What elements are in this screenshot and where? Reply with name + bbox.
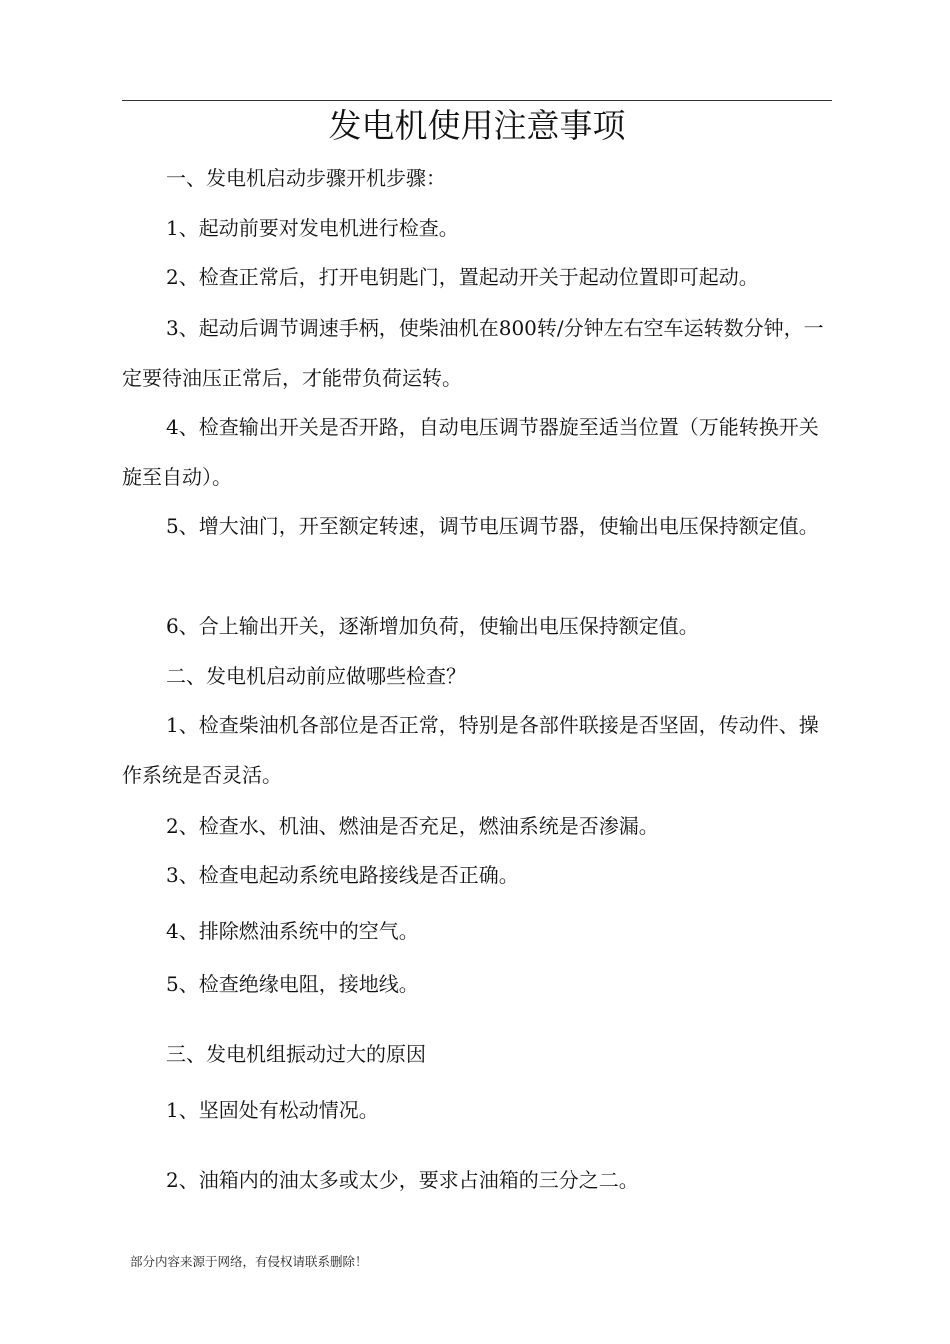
header-rule xyxy=(122,100,832,101)
paragraph-2-4: 4、排除燃油系统中的空气。 xyxy=(166,919,419,943)
page-title: 发电机使用注意事项 xyxy=(328,106,626,145)
section-heading-1: 一、发电机启动步骤开机步骤： xyxy=(166,166,446,190)
paragraph-3-2: 2、油箱内的油太多或太少，要求占油箱的三分之二。 xyxy=(166,1168,639,1192)
paragraph-2-1: 1、检查柴油机各部位是否正常，特别是各部件联接是否坚固，传动件、操作系统是否灵活。 xyxy=(122,713,819,787)
paragraph-2-3: 3、检查电起动系统电路接线是否正确。 xyxy=(166,863,519,887)
paragraph-2-5: 5、检查绝缘电阻，接地线。 xyxy=(166,972,419,996)
paragraph-1-1: 1、起动前要对发电机进行检查。 xyxy=(166,216,459,240)
paragraph-3-1: 1、坚固处有松动情况。 xyxy=(166,1098,379,1122)
paragraph-1-5: 5、增大油门，开至额定转速，调节电压调节器，使输出电压保持额定值。 xyxy=(166,514,819,538)
paragraph-1-6: 6、合上输出开关，逐渐增加负荷，使输出电压保持额定值。 xyxy=(166,614,699,638)
section-heading-3: 三、发电机组振动过大的原因 xyxy=(166,1042,426,1066)
paragraph-1-4: 4、检查输出开关是否开路，自动电压调节器旋至适当位置（万能转换开关旋至自动）。 xyxy=(122,415,819,489)
paragraph-1-3: 3、起动后调节调速手柄，使柴油机在800转/分钟左右空车运转数分钟，一定要待油压正常后，才能带负荷运转。 xyxy=(122,316,824,390)
footer-disclaimer: 部分内容来源于网络，有侵权请联系删除！ xyxy=(130,1254,368,1269)
section-heading-2: 二、发电机启动前应做哪些检查？ xyxy=(166,664,466,688)
paragraph-2-2: 2、检查水、机油、燃油是否充足，燃油系统是否渗漏。 xyxy=(166,814,659,838)
paragraph-1-2: 2、检查正常后，打开电钥匙门，置起动开关于起动位置即可起动。 xyxy=(166,265,759,289)
